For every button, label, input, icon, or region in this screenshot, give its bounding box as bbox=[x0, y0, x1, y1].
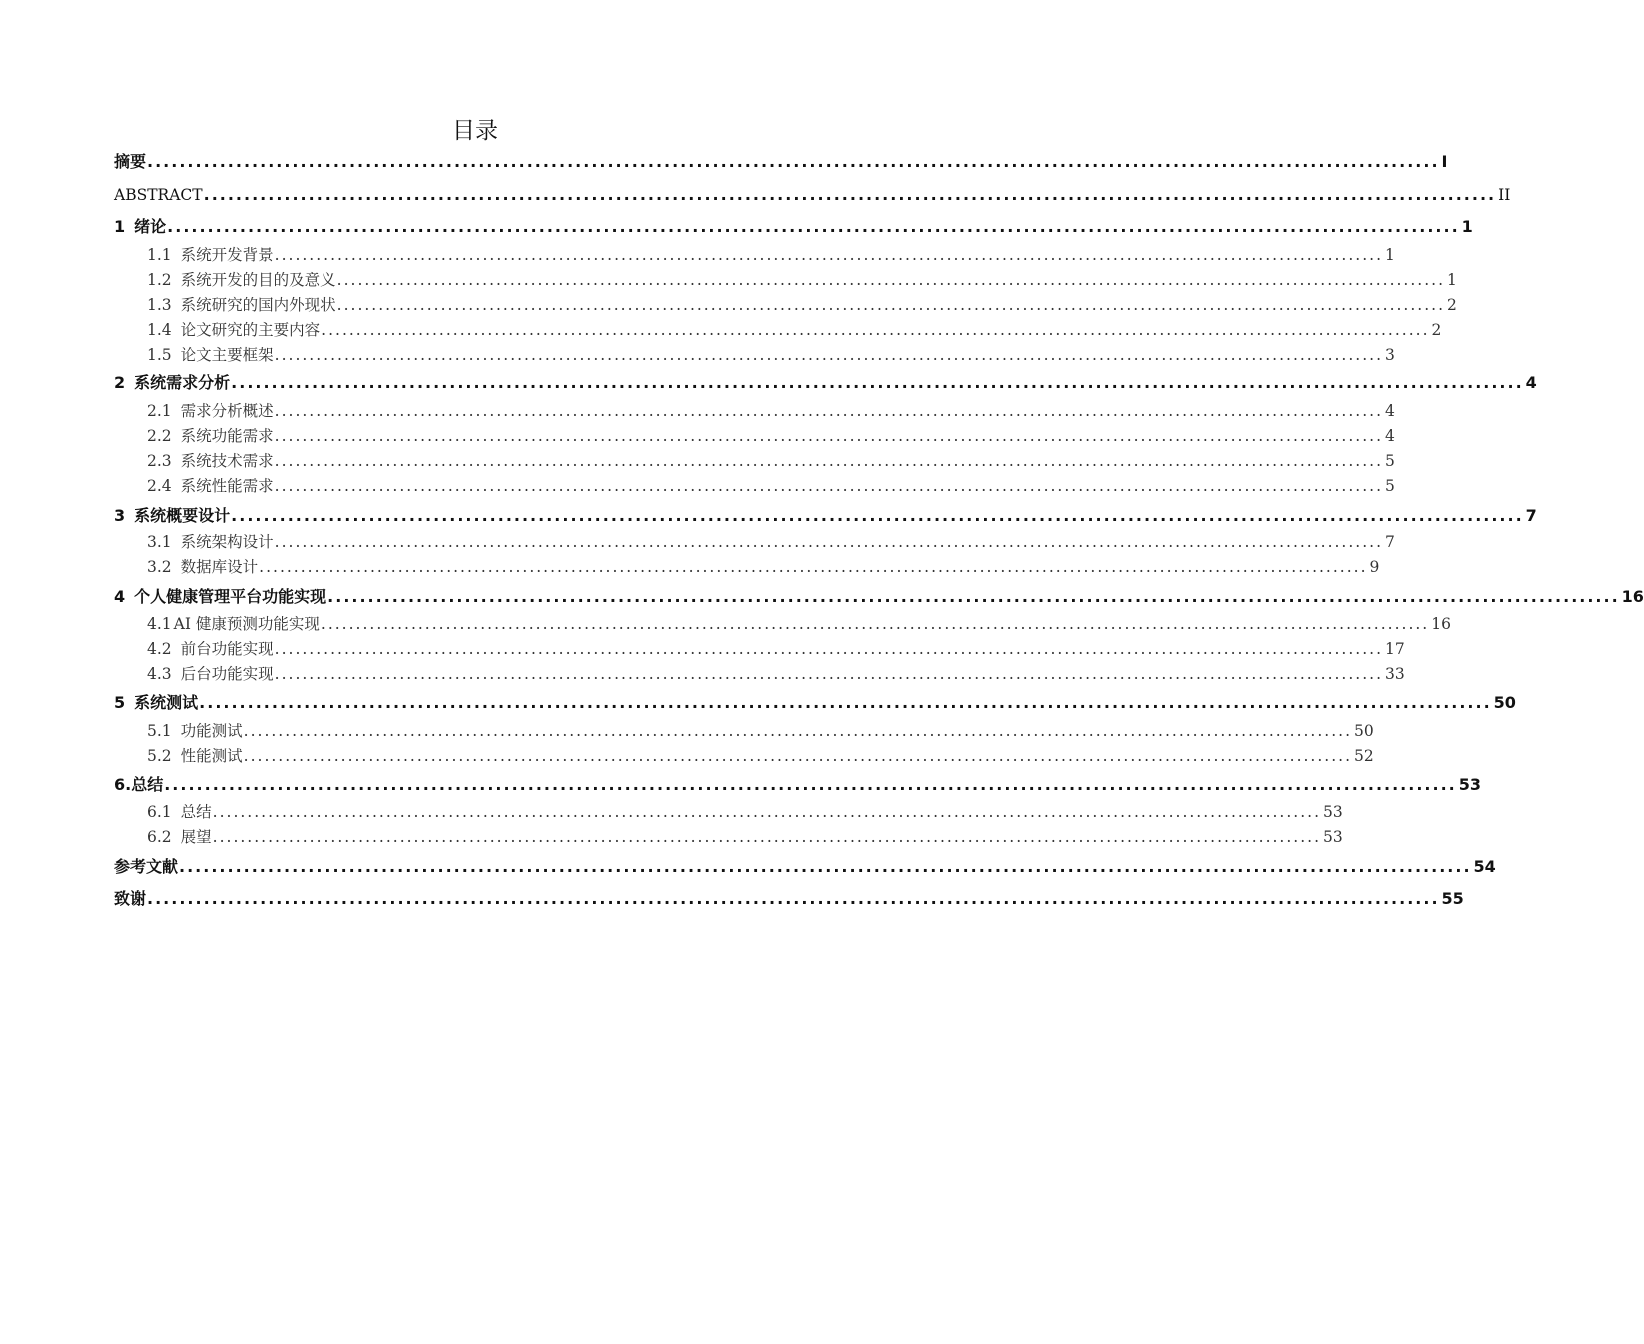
toc-leader-dots: ................................................................................................................................................................ bbox=[179, 857, 1472, 876]
toc-entry-page: 54 bbox=[1473, 857, 1496, 876]
toc-entry-label: 论文研究的主要内容 bbox=[180, 321, 321, 339]
toc-entry-page: 7 bbox=[1385, 533, 1395, 551]
toc-entry-label: 摘要 bbox=[114, 152, 147, 171]
toc-entry-section-1-2[interactable] bbox=[147, 268, 1457, 293]
toc-leader-dots: ................................................................................................................................................................ bbox=[274, 346, 1383, 364]
toc-entry-label: 系统架构设计 bbox=[180, 533, 274, 551]
toc-entry-page: 55 bbox=[1441, 889, 1464, 908]
toc-entry-number: 5.1 bbox=[147, 722, 172, 740]
toc-entry-page: 53 bbox=[1458, 775, 1481, 794]
toc-entry-section-1-1[interactable] bbox=[147, 243, 1395, 268]
toc-entry-number: 4.1 bbox=[147, 615, 172, 633]
toc-entry-label: 系统需求分析 bbox=[134, 373, 231, 392]
toc-leader-dots: ................................................................................................................................................................ bbox=[336, 271, 1445, 289]
toc-entry-section-1-4[interactable] bbox=[147, 318, 1442, 343]
toc-entry-chapter-4[interactable] bbox=[114, 583, 1644, 611]
toc-entry-number: 6.2 bbox=[147, 828, 172, 846]
toc-entry-page: 4 bbox=[1385, 402, 1395, 420]
toc-entry-page: 5 bbox=[1385, 452, 1395, 470]
toc-entry-page: 1 bbox=[1447, 271, 1457, 289]
toc-entry-chapter-1[interactable] bbox=[114, 213, 1473, 241]
toc-leader-dots: ................................................................................................................................................................ bbox=[274, 402, 1383, 420]
toc-entry-acknowledgements[interactable] bbox=[114, 885, 1464, 913]
toc-entry-page: 9 bbox=[1369, 558, 1380, 576]
toc-entry-label: 系统功能需求 bbox=[180, 427, 274, 445]
toc-entry-label: 6.总结 bbox=[114, 775, 164, 794]
toc-entry-label: AI 健康预测功能实现 bbox=[173, 615, 320, 633]
toc-entry-label: 需求分析概述 bbox=[180, 402, 274, 420]
toc-leader-dots: ................................................................................................................................................................ bbox=[231, 506, 1524, 525]
toc-entry-section-2-1[interactable] bbox=[147, 399, 1395, 424]
toc-entry-number: 2.1 bbox=[147, 402, 172, 420]
toc-leader-dots: ................................................................................................................................................................ bbox=[243, 722, 1352, 740]
toc-leader-dots: ................................................................................................................................................................ bbox=[321, 321, 1430, 339]
toc-entry-number: 5.2 bbox=[147, 747, 172, 765]
toc-entry-page: 2 bbox=[1431, 321, 1442, 339]
toc-entry-section-6-1[interactable] bbox=[147, 800, 1343, 825]
toc-entry-section-6-2[interactable] bbox=[147, 825, 1343, 850]
toc-leader-dots: ................................................................................................................................................................ bbox=[259, 558, 1368, 576]
toc-entry-page: II bbox=[1498, 186, 1511, 204]
toc-entry-section-2-4[interactable] bbox=[147, 474, 1395, 499]
toc-entry-page: 33 bbox=[1385, 665, 1405, 683]
toc-entry-number: 4 bbox=[114, 587, 126, 606]
toc-entry-section-3-1[interactable] bbox=[147, 530, 1395, 555]
toc-entry-number: 6.1 bbox=[147, 803, 172, 821]
toc-entry-label: 展望 bbox=[180, 828, 212, 846]
toc-leader-dots: ................................................................................................................................................................ bbox=[327, 587, 1620, 606]
toc-entry-page: 53 bbox=[1323, 803, 1343, 821]
toc-entry-label: 总结 bbox=[180, 803, 212, 821]
toc-entry-label: 系统研究的国内外现状 bbox=[180, 296, 336, 314]
toc-entry-number: 1.1 bbox=[147, 246, 172, 264]
toc-entry-page: 3 bbox=[1385, 346, 1395, 364]
toc-entry-number: 2.2 bbox=[147, 427, 172, 445]
toc-entry-label: 绪论 bbox=[134, 217, 167, 236]
toc-entry-page: 52 bbox=[1354, 747, 1374, 765]
toc-entry-chapter-2[interactable] bbox=[114, 369, 1537, 397]
toc-leader-dots: ................................................................................................................................................................ bbox=[274, 640, 1383, 658]
toc-entry-label: 个人健康管理平台功能实现 bbox=[134, 587, 327, 606]
toc-entry-label: 系统性能需求 bbox=[180, 477, 274, 495]
toc-entry-label: ABSTRACT bbox=[114, 186, 203, 204]
toc-entry-label: 系统开发的目的及意义 bbox=[180, 271, 336, 289]
toc-leader-dots: ................................................................................................................................................................ bbox=[320, 615, 1430, 633]
toc-entry-abstract-cn[interactable] bbox=[114, 148, 1448, 176]
toc-entry-section-5-1[interactable] bbox=[147, 719, 1374, 744]
toc-entry-page: 50 bbox=[1493, 693, 1516, 712]
toc-leader-dots: ................................................................................................................................................................ bbox=[164, 775, 1457, 794]
toc-entry-number: 2.4 bbox=[147, 477, 172, 495]
toc-leader-dots: ................................................................................................................................................................ bbox=[199, 693, 1492, 712]
toc-leader-dots: ................................................................................................................................................................ bbox=[203, 185, 1497, 204]
toc-leader-dots: ................................................................................................................................................................ bbox=[231, 373, 1524, 392]
toc-title: 目录 bbox=[452, 118, 498, 144]
toc-leader-dots: ................................................................................................................................................................ bbox=[274, 533, 1383, 551]
toc-leader-dots: ................................................................................................................................................................ bbox=[274, 477, 1383, 495]
toc-entry-label: 性能测试 bbox=[180, 747, 243, 765]
toc-entry-abstract-en[interactable] bbox=[114, 181, 1511, 209]
toc-entry-number: 5 bbox=[114, 693, 126, 712]
toc-entry-label: 后台功能实现 bbox=[180, 665, 274, 683]
toc-leader-dots: ................................................................................................................................................................ bbox=[274, 427, 1383, 445]
toc-entry-label: 功能测试 bbox=[180, 722, 243, 740]
toc-entry-number: 3.1 bbox=[147, 533, 172, 551]
toc-entry-label: 前台功能实现 bbox=[180, 640, 274, 658]
toc-leader-dots: ................................................................................................................................................................ bbox=[243, 747, 1352, 765]
toc-entry-number: 3.2 bbox=[147, 558, 172, 576]
toc-entry-label: 系统测试 bbox=[134, 693, 199, 712]
toc-leader-dots: ................................................................................................................................................................ bbox=[336, 296, 1445, 314]
toc-leader-dots: ................................................................................................................................................................ bbox=[212, 828, 1321, 846]
toc-leader-dots: ................................................................................................................................................................ bbox=[167, 217, 1460, 236]
toc-entry-page: 4 bbox=[1385, 427, 1395, 445]
toc-entry-number: 2 bbox=[114, 373, 126, 392]
toc-entry-label: 致谢 bbox=[114, 889, 147, 908]
toc-entry-page: 17 bbox=[1385, 640, 1405, 658]
toc-leader-dots: ................................................................................................................................................................ bbox=[274, 452, 1383, 470]
toc-entry-page: I bbox=[1441, 152, 1448, 171]
toc-entry-chapter-3[interactable] bbox=[114, 502, 1537, 530]
toc-entry-chapter-5[interactable] bbox=[114, 689, 1516, 717]
toc-entry-page: 16 bbox=[1431, 615, 1451, 633]
toc-entry-page: 7 bbox=[1525, 506, 1537, 525]
toc-entry-label: 论文主要框架 bbox=[180, 346, 274, 364]
toc-entry-number: 2.3 bbox=[147, 452, 172, 470]
toc-entry-section-1-3[interactable] bbox=[147, 293, 1457, 318]
toc-entry-section-4-2[interactable] bbox=[147, 637, 1405, 662]
toc-entry-number: 1.2 bbox=[147, 271, 172, 289]
toc-entry-number: 1.3 bbox=[147, 296, 172, 314]
toc-entry-page: 4 bbox=[1525, 373, 1537, 392]
toc-entry-page: 2 bbox=[1447, 296, 1457, 314]
toc-entry-section-3-2[interactable] bbox=[147, 555, 1380, 580]
toc-entry-page: 1 bbox=[1385, 246, 1395, 264]
toc-entry-label: 系统技术需求 bbox=[180, 452, 274, 470]
toc-leader-dots: ................................................................................................................................................................ bbox=[274, 246, 1383, 264]
toc-entry-section-5-2[interactable] bbox=[147, 744, 1374, 769]
toc-entry-section-2-2[interactable] bbox=[147, 424, 1395, 449]
toc-entry-number: 1 bbox=[114, 217, 126, 236]
toc-entry-label: 系统开发背景 bbox=[180, 246, 274, 264]
toc-entry-number: 4.2 bbox=[147, 640, 172, 658]
toc-entry-page: 16 bbox=[1621, 587, 1644, 606]
toc-entry-section-1-5[interactable] bbox=[147, 343, 1395, 368]
toc-entry-references[interactable] bbox=[114, 853, 1496, 881]
toc-leader-dots: ................................................................................................................................................................ bbox=[147, 889, 1440, 908]
toc-entry-label: 系统概要设计 bbox=[134, 506, 231, 525]
toc-entry-label: 参考文献 bbox=[114, 857, 179, 876]
toc-leader-dots: ................................................................................................................................................................ bbox=[212, 803, 1321, 821]
toc-entry-section-2-3[interactable] bbox=[147, 449, 1395, 474]
toc-entry-page: 5 bbox=[1385, 477, 1395, 495]
toc-entry-number: 1.5 bbox=[147, 346, 172, 364]
toc-entry-label: 数据库设计 bbox=[180, 558, 259, 576]
toc-entry-section-4-1[interactable] bbox=[147, 612, 1451, 637]
toc-entry-page: 53 bbox=[1323, 828, 1343, 846]
toc-entry-chapter-6[interactable] bbox=[114, 771, 1481, 799]
toc-entry-number: 4.3 bbox=[147, 665, 172, 683]
toc-entry-number: 3 bbox=[114, 506, 126, 525]
toc-entry-section-4-3[interactable] bbox=[147, 662, 1405, 687]
toc-entry-number: 1.4 bbox=[147, 321, 172, 339]
toc-leader-dots: ................................................................................................................................................................ bbox=[147, 152, 1440, 171]
toc-entry-page: 1 bbox=[1461, 217, 1473, 236]
toc-entry-page: 50 bbox=[1354, 722, 1374, 740]
toc-leader-dots: ................................................................................................................................................................ bbox=[274, 665, 1383, 683]
